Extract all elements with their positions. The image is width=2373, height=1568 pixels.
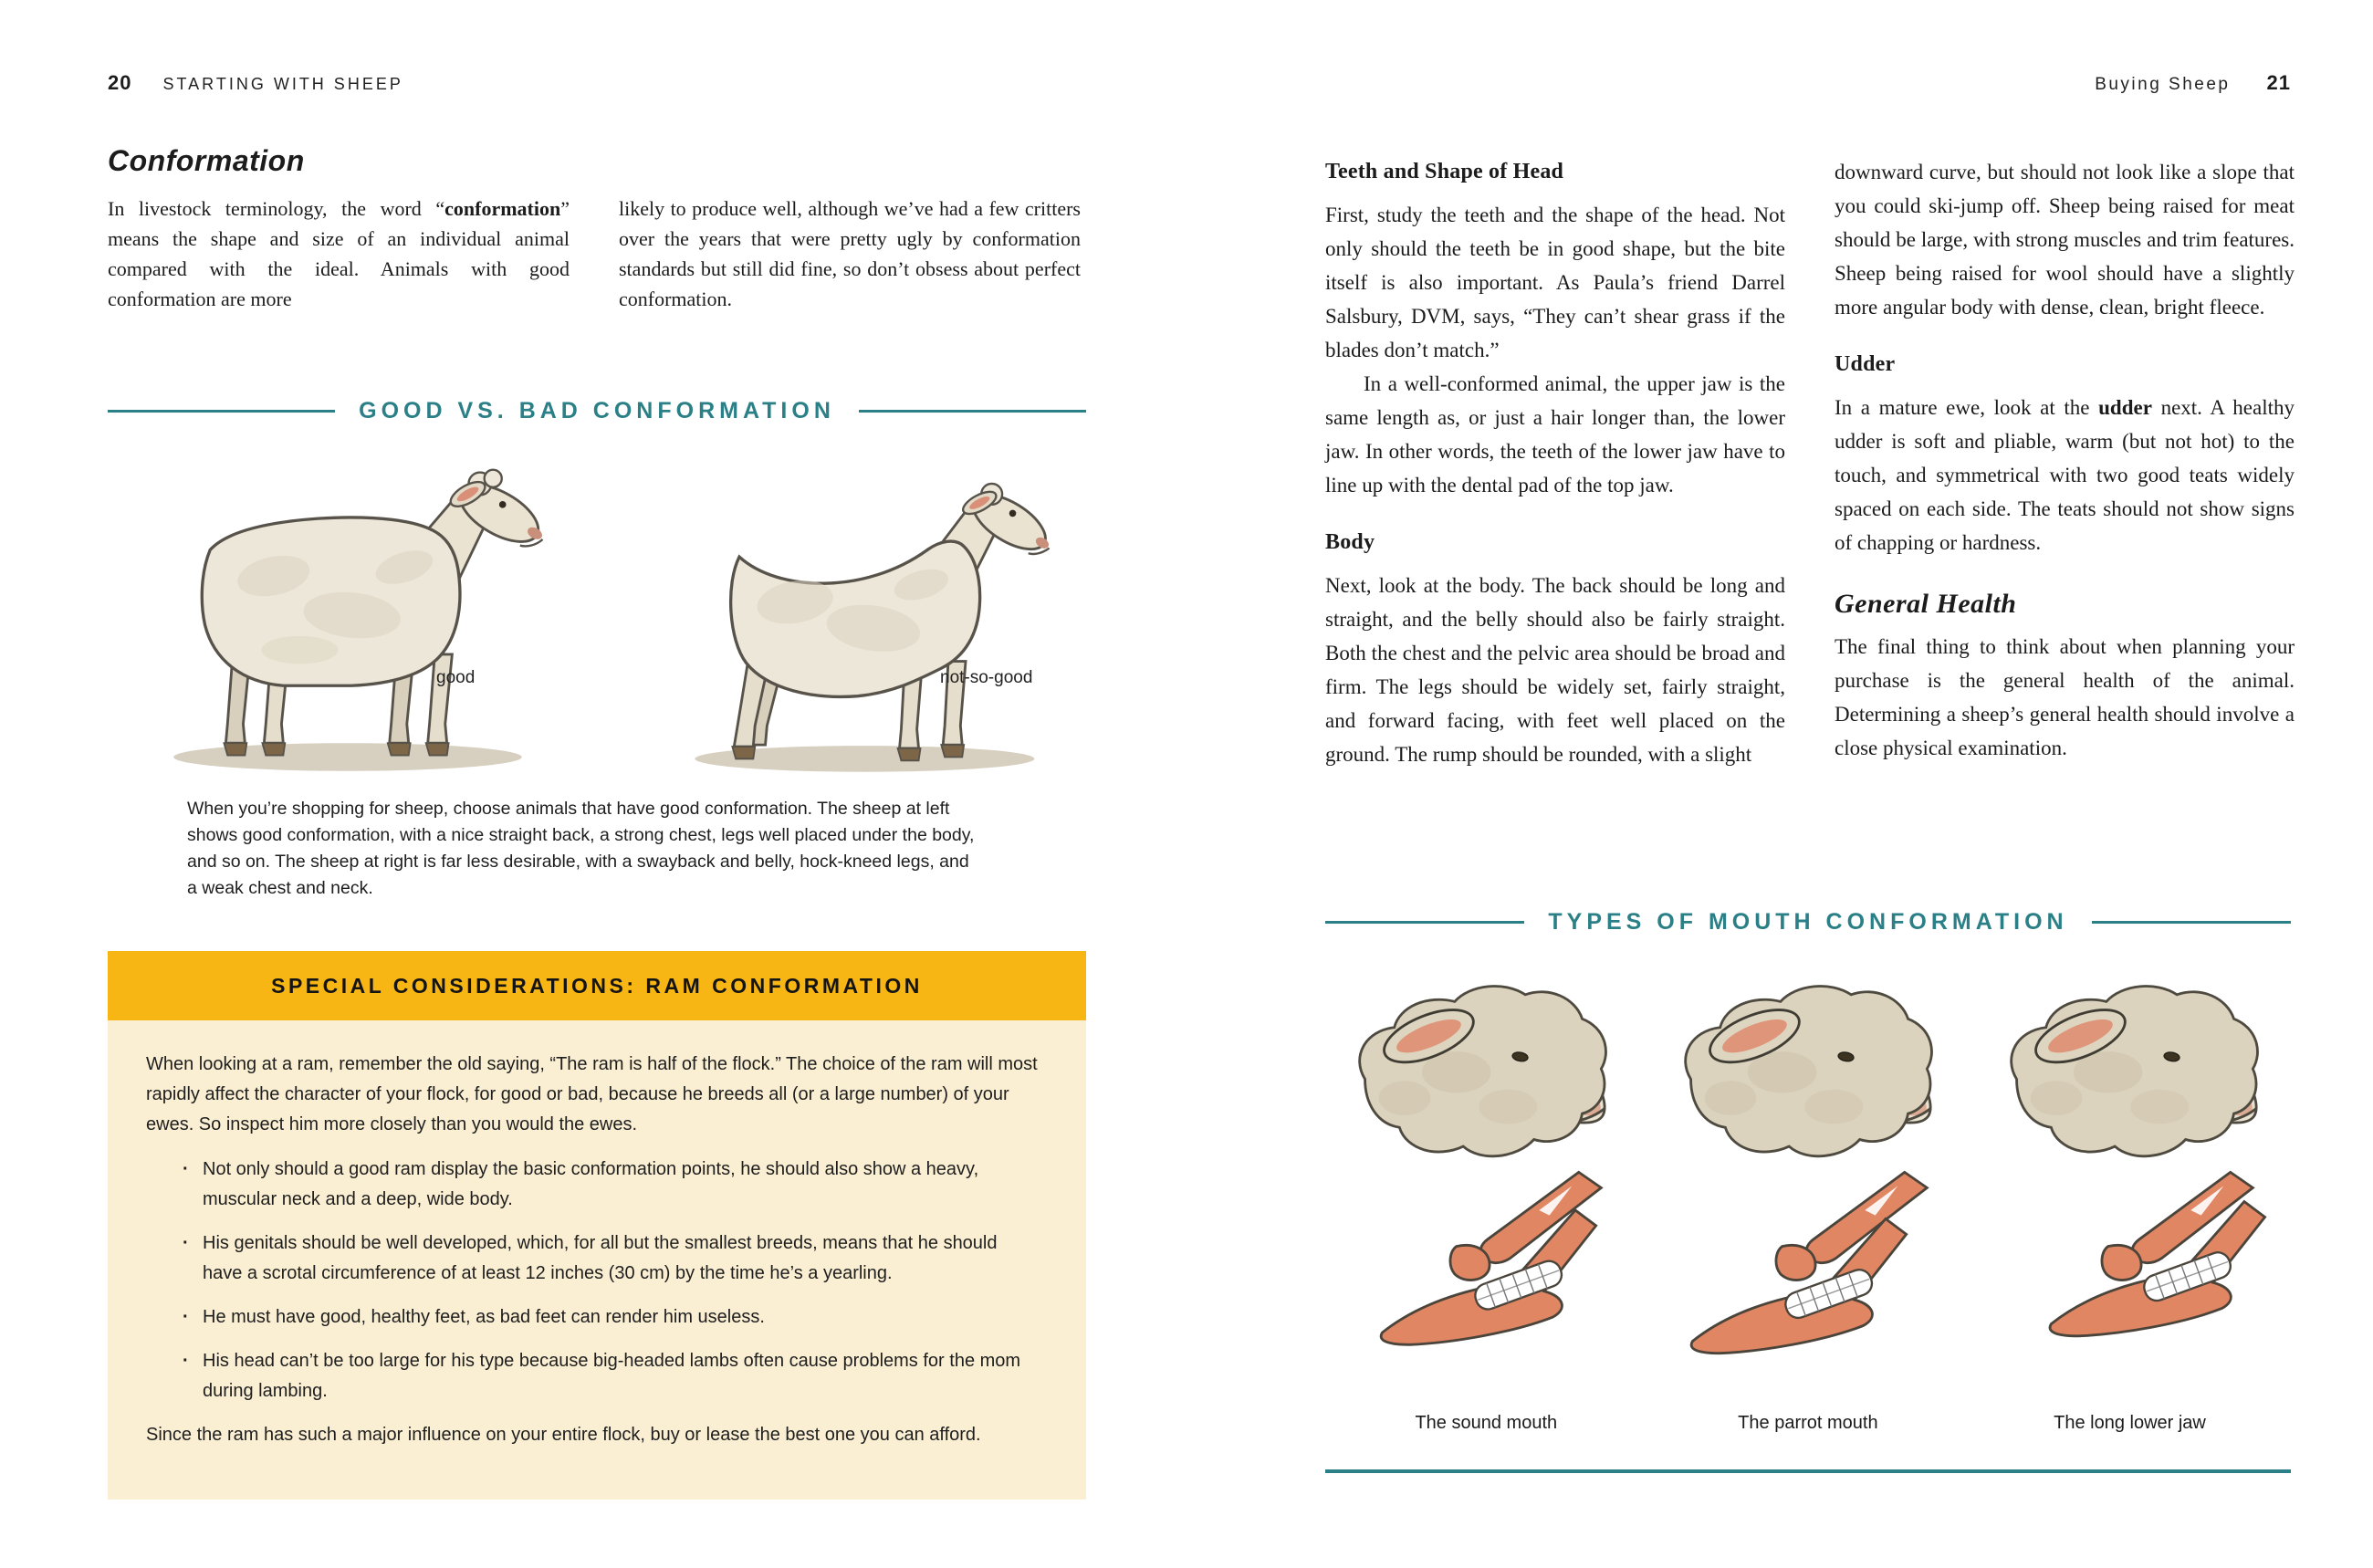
mouth-conformation-header xyxy=(1325,909,2291,936)
ram-conformation-box xyxy=(108,951,1086,1500)
left-running-head xyxy=(108,71,1086,95)
udder-bold-term: udder xyxy=(2098,396,2152,419)
left-page xyxy=(108,0,1086,1568)
header-rule-right xyxy=(859,410,1086,413)
mouth-labels xyxy=(1325,1413,2291,1434)
col1-post: ” means the shape and size of an individual animal compared with the ideal. Animals with good conformation are more xyxy=(108,197,570,310)
good-bad-conformation-title: GOOD VS. BAD CONFORMATION xyxy=(359,398,835,423)
teeth-para1: First, study the teeth and the shape of the head. Not only should the teeth be in good shape, but the bite itself is also important. As Paula’s friend Darrel Salsbury, DVM, says, “They can’t shear grass if the blades don’t match.” xyxy=(1325,204,1785,361)
ram-box-header: SPECIAL CONSIDERATIONS: RAM CONFORMATION xyxy=(108,951,1086,1020)
bottom-rule xyxy=(1325,1469,2291,1473)
udder-post: next. A healthy udder is soft and pliable, warm (but not hot) to the touch, and symmetrical with two good teats widely spaced on each side. The teats should not show signs of chapping or hardness. xyxy=(1835,396,2295,554)
col1-bold-term: conformation xyxy=(444,197,561,220)
right-running-title: Buying Sheep xyxy=(2095,75,2231,94)
ram-box-closing: Since the ram has such a major influence on your entire flock, buy or lease the best one you can afford. xyxy=(146,1425,981,1445)
left-page-number: 20 xyxy=(108,71,132,94)
right-col2 xyxy=(1835,155,2295,771)
col1-pre: In livestock terminology, the word “ xyxy=(108,197,445,220)
ram-box-bullet-list xyxy=(146,1155,1046,1406)
sound-mouth-label: The sound mouth xyxy=(1415,1413,1558,1433)
bad-sheep-label: not-so-good xyxy=(940,668,1033,687)
left-running-title: STARTING WITH SHEEP xyxy=(162,75,403,93)
ram-box-bullet: · Not only should a good ram display the basic conformation points, he should also show a heavy, muscular neck and a deep, wide body. xyxy=(183,1155,1024,1215)
udder-para xyxy=(1835,391,2295,559)
body-heading: Body xyxy=(1325,530,1375,554)
bad-sheep-illustration xyxy=(635,445,1146,785)
teeth-heading: Teeth and Shape of Head xyxy=(1325,160,1564,183)
body-para-continuation: downward curve, but should not look like a slope that you could ski-jump off. Sheep being raised for meat should be large, with strong muscles and trim features. Sheep being raised for wool should have a slightly more angular body with dense, clean, bright fleece. xyxy=(1835,161,2295,319)
ram-box-bullet: · His genitals should be well developed, which, for all but the smallest breeds, means that he should have a scrotal circumference of at least 12 inches (30 cm) by the time he’s a yearling. xyxy=(183,1228,1024,1289)
sound-mouth-illustration xyxy=(1327,960,1637,1365)
long-lower-jaw-illustration xyxy=(1979,960,2289,1365)
ram-box-bullet: · His head can’t be too large for his type because big-headed lambs often cause problems for the mom during lambing. xyxy=(183,1346,1024,1406)
general-health-para: The final thing to think about when planning your purchase is the general health of the animal. Determining a sheep’s general health should involve a close physical examination. xyxy=(1835,635,2295,759)
udder-pre: In a mature ewe, look at the xyxy=(1835,396,2099,419)
ram-box-intro: When looking at a ram, remember the old saying, “The ram is half of the flock.” The choice of the ram will most rapidly affect the character of your flock, for good or bad, because he breeds all (or a large number) of your ewes. So inspect him more closely than you would the ewes. xyxy=(146,1054,1038,1134)
ram-box-bullet: · He must have good, healthy feet, as bad feet can render him useless. xyxy=(183,1302,1024,1333)
good-sheep-illustration xyxy=(113,445,617,785)
header-rule-right xyxy=(2092,921,2291,924)
long-lower-jaw-label: The long lower jaw xyxy=(2054,1413,2206,1433)
body-para: Next, look at the body. The back should be long and straight, and the belly should also be fairly straight. Both the chest and the pelvic area should be broad and firm. The legs should be widely set, fairly straight, and forward facing, with feet well placed on the ground. The rump should be rounded, with a slight xyxy=(1325,574,1785,766)
conformation-col1 xyxy=(108,193,570,314)
header-rule-left xyxy=(108,410,335,413)
right-col1 xyxy=(1325,155,1785,771)
conformation-col2: likely to produce well, although we’ve had a few critters over the years that were pretty ugly by conformation standards but still did fine, so don’t obsess about perfect conformation. xyxy=(619,197,1081,310)
good-bad-conformation-header xyxy=(108,398,1086,424)
teeth-para2: In a well-conformed animal, the upper jaw is the same length as, or just a hair longer than, the lower jaw. In other words, the teeth of the lower jaw have to line up with the dental pad of the top jaw. xyxy=(1325,372,1785,497)
parrot-mouth-illustration xyxy=(1653,960,1963,1365)
udder-heading: Udder xyxy=(1835,352,1896,376)
mouth-conformation-title: TYPES OF MOUTH CONFORMATION xyxy=(1548,909,2068,935)
mouth-illustration-row xyxy=(1325,960,2291,1365)
good-bad-caption: When you’re shopping for sheep, choose animals that have good conformation. The sheep at left shows good conformation, with a nice straight back, a strong chest, legs well placed under the body, and so on. The sheep at right is far less desirable, with a swayback and belly, hock-kneed legs, and a weak chest and neck. xyxy=(187,799,975,898)
conformation-heading: Conformation xyxy=(108,144,305,177)
general-health-heading: General Health xyxy=(1835,589,2017,619)
parrot-mouth-label: The parrot mouth xyxy=(1738,1413,1878,1433)
conformation-body xyxy=(108,193,1081,314)
buying-sheep-body xyxy=(1325,155,2295,771)
right-running-head xyxy=(1325,71,2291,95)
header-rule-left xyxy=(1325,921,1524,924)
right-page xyxy=(1325,0,2295,1568)
ram-box-body xyxy=(108,1020,1086,1500)
good-sheep-label: good xyxy=(436,668,476,687)
right-page-number: 21 xyxy=(2266,71,2291,94)
